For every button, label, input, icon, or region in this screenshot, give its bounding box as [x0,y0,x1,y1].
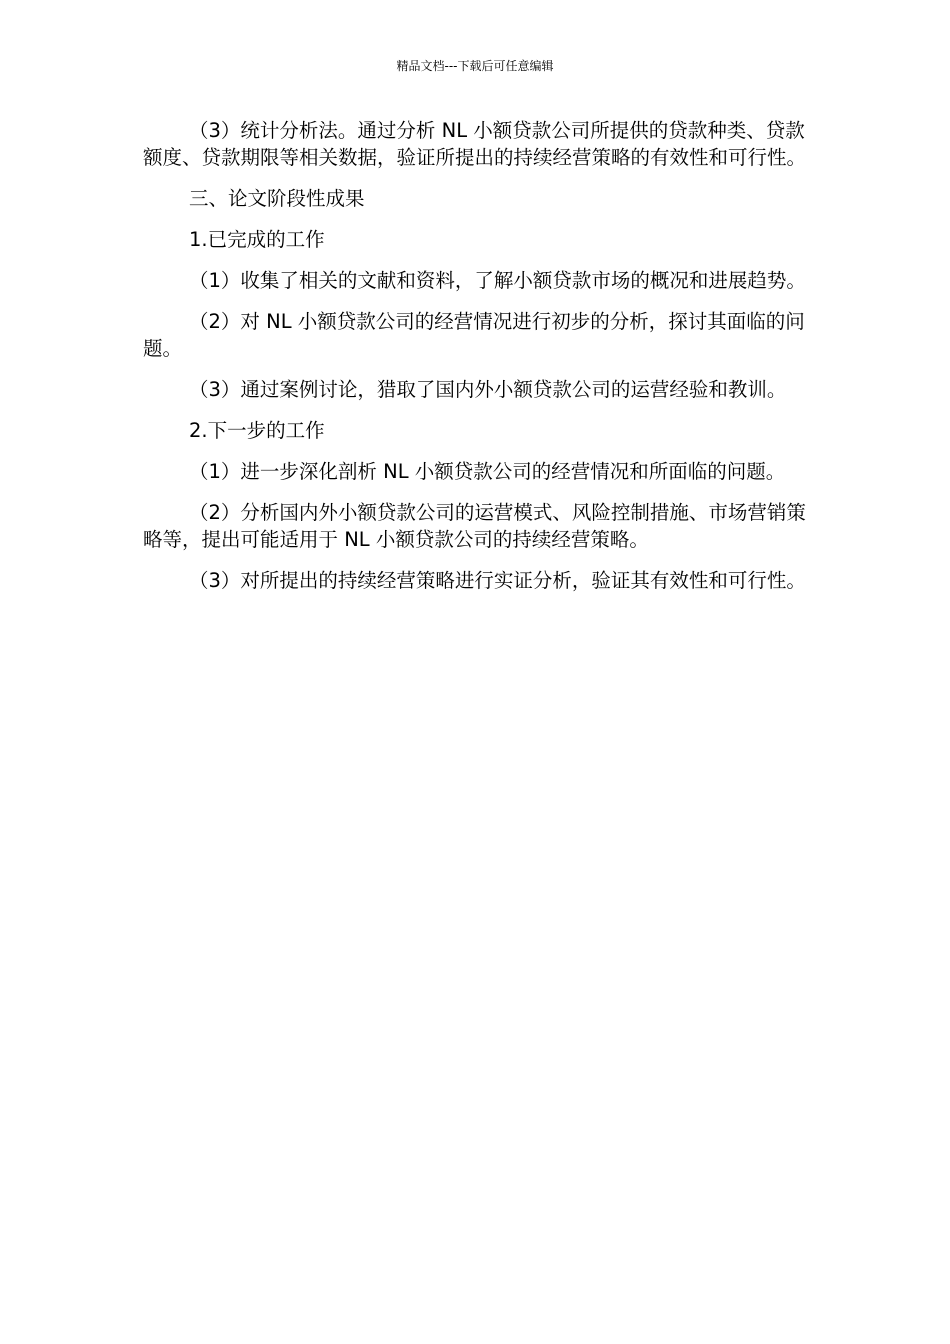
paragraph-completed-2: （2）对 NL 小额贷款公司的经营情况进行初步的分析，探讨其面临的问题。 [143,310,805,360]
paragraph-next-1: （1）进一步深化剖析 NL 小额贷款公司的经营情况和所面临的问题。 [189,460,786,483]
subheading-completed-work: 1.已完成的工作 [189,228,325,251]
document-body [143,117,809,608]
paragraph-next-3: （3）对所提出的持续经营策略进行实证分析，验证其有效性和可行性。 [189,569,806,592]
paragraph-statistical-method: （3）统计分析法。通过分析 NL 小额贷款公司所提供的贷款种类、贷款额度、贷款期限等相关数据，验证所提出的持续经营策略的有效性和可行性。 [143,119,807,169]
paragraph-completed-3: （3）通过案例讨论，猎取了国内外小额贷款公司的运营经验和教训。 [189,378,787,401]
section-heading-stage-results: 三、论文阶段性成果 [189,187,365,210]
page-header: 精品文档---下载后可任意编辑 [396,59,554,73]
paragraph-completed-1: （1）收集了相关的文献和资料，了解小额贷款市场的概况和进展趋势。 [189,269,806,292]
subheading-next-work: 2.下一步的工作 [189,419,325,442]
paragraph-next-2: （2）分析国内外小额贷款公司的运营模式、风险控制措施、市场营销策略等，提出可能适用于 NL 小额贷款公司的持续经营策略。 [143,501,806,551]
